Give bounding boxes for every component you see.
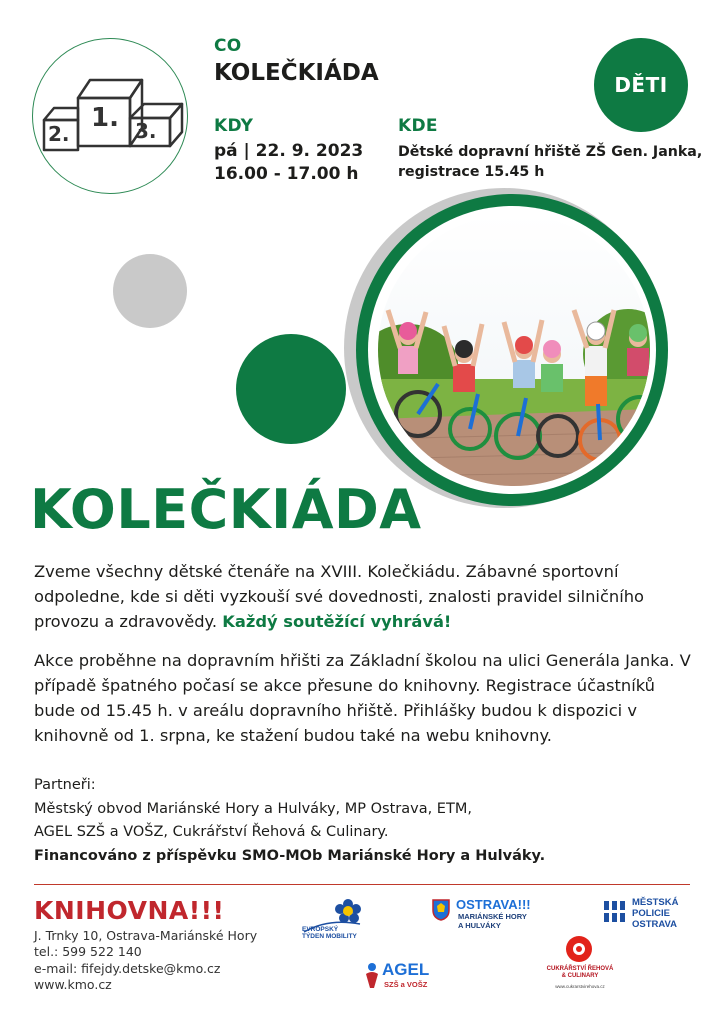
- podium-circle: [32, 38, 188, 194]
- ostrava-line1: MARIÁNSKÉ HORY: [458, 912, 527, 921]
- kde-line1: Dětské dopravní hřiště ZŠ Gen. Janka,: [398, 144, 703, 160]
- partners-line2: AGEL SZŠ a VOŠZ, Cukrářství Řehová & Culinary.: [34, 824, 389, 840]
- green-circle: [236, 334, 346, 444]
- police-line1: MĚSTSKÁ: [632, 897, 679, 908]
- intro-text: Zveme všechny dětské čtenáře na XVIII. Kolečkiádu. Zábavné sportovní odpoledne, kde si děti vyzkouší své dovednosti, znalosti pravidel silničního provozu a zdravovědy.: [34, 562, 645, 631]
- police-text: [632, 897, 678, 930]
- police-line3: OSTRAVA: [632, 919, 678, 930]
- co-value: KOLEČKIÁDA: [214, 60, 379, 86]
- partners-funding: Financováno z příspěvku SMO-MOb Mariánské Hory a Hulváky.: [34, 847, 546, 864]
- co-label: CO: [214, 36, 242, 56]
- partners-label: Partneři:: [34, 777, 96, 793]
- knihovna-brand: KNIHOVNA!!!: [34, 896, 225, 925]
- cukrarstvi-text: [540, 966, 620, 980]
- ostrava-coat-of-arms-icon: [432, 899, 450, 921]
- cukrarstvi-cake-icon: [564, 934, 594, 964]
- kdy-time: 16.00 - 17.00 h: [214, 164, 359, 184]
- partners-block: [34, 774, 694, 868]
- etm-line1: EVROPSKÝ: [302, 926, 339, 933]
- etm-logo: [298, 896, 368, 946]
- footer-email[interactable]: e-mail: fifejdy.detske@kmo.cz: [34, 961, 221, 976]
- ostrava-sub: [458, 912, 527, 930]
- agel-sub: SZŠ a VOŠZ: [384, 980, 428, 989]
- kde-label: KDE: [398, 116, 438, 136]
- kdy-date: pá | 22. 9. 2023: [214, 141, 364, 161]
- grey-circle: [113, 254, 187, 328]
- footer-web[interactable]: www.kmo.cz: [34, 977, 112, 992]
- cukrarstvi-logo: [540, 934, 620, 994]
- cukrarstvi-line2: & CULINARY: [561, 973, 599, 979]
- main-title: KOLEČKIÁDA: [30, 478, 422, 541]
- agel-figure-icon: [364, 962, 380, 990]
- ostrava-logo: [432, 897, 562, 937]
- etm-text: [302, 926, 357, 940]
- deti-badge: DĚTI: [594, 38, 688, 132]
- footer-phone: tel.: 599 522 140: [34, 944, 142, 959]
- ostrava-title: OSTRAVA!!!: [456, 897, 531, 912]
- agel-logo: [364, 960, 444, 994]
- police-line2: POLICIE: [632, 908, 671, 919]
- kdy-value: [214, 140, 363, 186]
- etm-line2: TÝDEN MOBILITY: [302, 933, 357, 940]
- agel-title: AGEL: [382, 960, 430, 979]
- podium-second: 2.: [48, 122, 70, 146]
- kids-bikes-illustration: [378, 214, 650, 486]
- partners-line1: Městský obvod Mariánské Hory a Hulváky, MP Ostrava, ETM,: [34, 800, 472, 817]
- intro-highlight: Každý soutěžící vyhrává!: [222, 612, 452, 631]
- podium-third: 3.: [135, 119, 157, 143]
- kde-value: [398, 142, 702, 182]
- cukrarstvi-web: www.cukrarstvirehova.cz: [555, 984, 605, 989]
- ostrava-line2: A HULVÁKY: [458, 921, 501, 930]
- details-text: Akce proběhne na dopravním hřišti za Základní školou na ulici Generála Janka. V případě špatného počasí se akce přesune do knihovny. Registrace účastníků bude od 15.45 h. v areálu dopravního hřiště. Přihlášky budou k dispozici v knihovně od 1. srpna, ke stažení budou také na webu knihovny.: [34, 651, 691, 745]
- kids-photo: [378, 214, 650, 486]
- kdy-label: KDY: [214, 116, 254, 136]
- police-bars-icon: [604, 901, 632, 923]
- police-logo: [604, 897, 694, 937]
- podium-first: 1.: [91, 103, 119, 133]
- footer-address: J. Trnky 10, Ostrava-Mariánské Hory: [34, 928, 258, 943]
- footer-divider: [34, 884, 690, 885]
- intro-paragraph: [34, 559, 694, 634]
- details-paragraph: [34, 648, 694, 748]
- cukrarstvi-line1: CUKRÁŘSTVÍ ŘEHOVÁ: [546, 966, 614, 972]
- kde-line2: registrace 15.45 h: [398, 164, 545, 180]
